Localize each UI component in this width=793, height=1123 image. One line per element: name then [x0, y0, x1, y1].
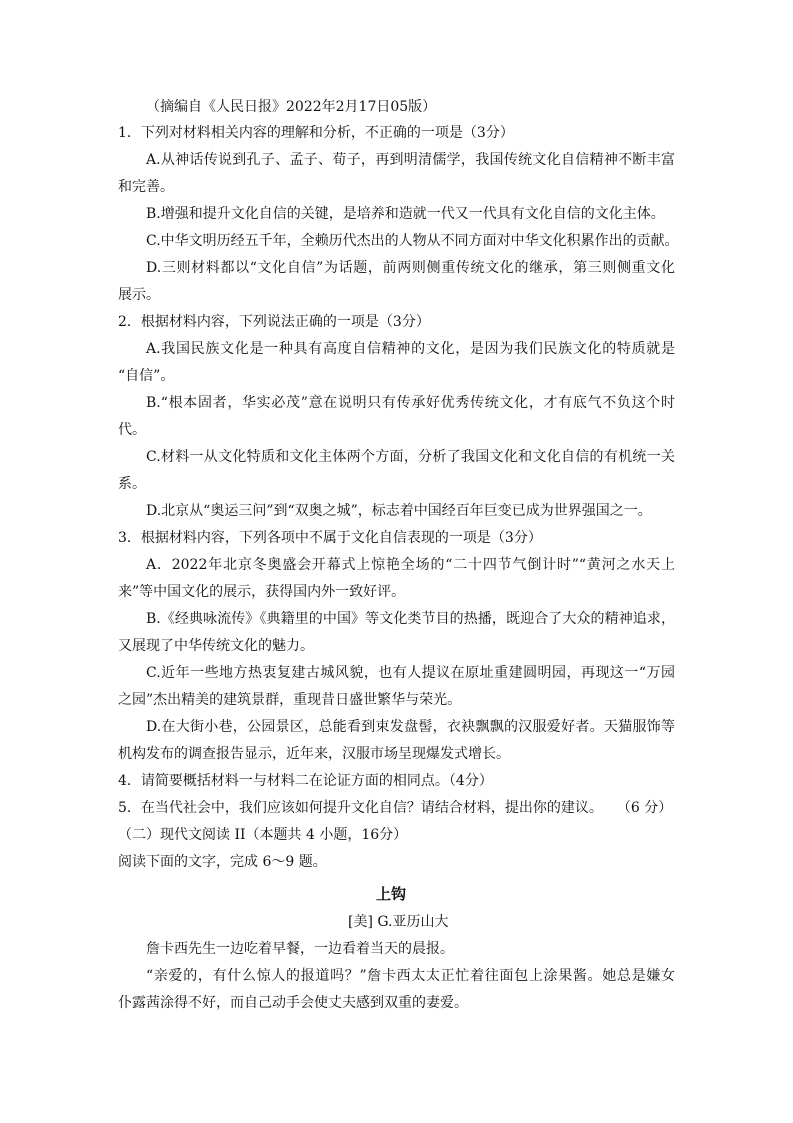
q2-option-a-line1: A.我国民族文化是一种具有高度自信精神的文化，是因为我们民族文化的特质就是 [146, 341, 675, 357]
story-paragraph-1: 詹卡西先生一边吃着早餐，一边看着当天的晨报。 [146, 941, 454, 957]
q2-option-c-line2: 系。 [118, 476, 146, 492]
source-citation: （摘编自《人民日报》2022年2月17日05版） [146, 99, 437, 115]
q2-option-b-line2: 代。 [118, 422, 146, 438]
q1-option-b: B.增强和提升文化自信的关键，是培养和造就一代又一代具有文化自信的文化主体。 [146, 206, 665, 222]
q1-option-a-line2: 和完善。 [118, 179, 174, 195]
story-paragraph-2-line2: 仆露茜涂得不好，而自己动手会使丈夫感到双重的妻爱。 [118, 995, 468, 1011]
section-heading: （二）现代文阅读 II（本题共 4 小题，16分） [118, 827, 408, 843]
q1-option-d-line1: D.三则材料都以“文化自信”为话题，前两则侧重传统文化的继承，第三则侧重文化 [146, 260, 675, 276]
q2-option-a-line2: “自信”。 [118, 368, 175, 384]
story-paragraph-2-line1: “亲爱的，有什么惊人的报道吗？”詹卡西太太正忙着往面包上涂果酱。她总是嫌女 [146, 968, 675, 984]
q2-option-b-line1: B.“根本固者，华实必茂”意在说明只有传承好优秀传统文化，才有底气不负这个时 [146, 395, 675, 411]
q3-option-b-line1: B.《经典咏流传》《典籍里的中国》等文化类节目的热播，既迎合了大众的精神追求， [146, 611, 675, 627]
q3-option-d-line1: D.在大街小巷，公园景区，总能看到束发盘髻，衣袂飘飘的汉服爱好者。天猫服饰等 [146, 719, 675, 735]
question-2-stem: 2．根据材料内容，下列说法正确的一项是（3分） [118, 314, 430, 330]
question-1-stem: 1．下列对材料相关内容的理解和分析，不正确的一项是（3分） [118, 125, 514, 141]
reading-instruction: 阅读下面的文字，完成 6～9 题。 [118, 854, 327, 870]
question-3-stem: 3．根据材料内容，下列各项中不属于文化自信表现的一项是（3分） [118, 530, 542, 546]
question-4: 4．请简要概括材料一与材料二在论证方面的相同点。（4分） [118, 773, 493, 789]
q1-option-d-line2: 展示。 [118, 287, 160, 303]
q1-option-c: C.中华文明历经五千年，全赖历代杰出的人物从不同方面对中华文化积累作出的贡献。 [146, 233, 679, 249]
q3-option-d-line2: 机构发布的调查报告显示，近年来，汉服市场呈现爆发式增长。 [118, 746, 510, 762]
q3-option-b-line2: 又展现了中华传统文化的魅力。 [118, 638, 314, 654]
q2-option-c-line1: C.材料一从文化特质和文化主体两个方面，分析了我国文化和文化自信的有机统一关 [146, 449, 675, 465]
story-author: [美] G.亚历山大 [348, 914, 449, 930]
q3-option-c-line1: C.近年一些地方热衷复建古城风貌，也有人提议在原址重建圆明园，再现这一“万园 [146, 665, 675, 681]
q1-option-a-line1: A.从神话传说到孔子、孟子、荀子，再到明清儒学，我国传统文化自信精神不断丰富 [146, 152, 675, 168]
q2-option-d: D.北京从“奥运三问”到“双奥之城”，标志着中国经百年巨变已成为世界强国之一。 [146, 503, 652, 519]
q3-option-a-line1: A．2022年北京冬奥盛会开幕式上惊艳全场的“二十四节气倒计时”“黄河之水天上 [146, 557, 675, 573]
question-5: 5．在当代社会中，我们应该如何提升文化自信？请结合材料，提出你的建议。 （6 分） [118, 800, 673, 816]
q3-option-a-line2: 来”等中国文化的展示，获得国内外一致好评。 [118, 584, 406, 600]
q3-option-c-line2: 之园”杰出精美的建筑景群，重现昔日盛世繁华与荣光。 [118, 692, 462, 708]
story-title: 上钩 [376, 885, 407, 903]
